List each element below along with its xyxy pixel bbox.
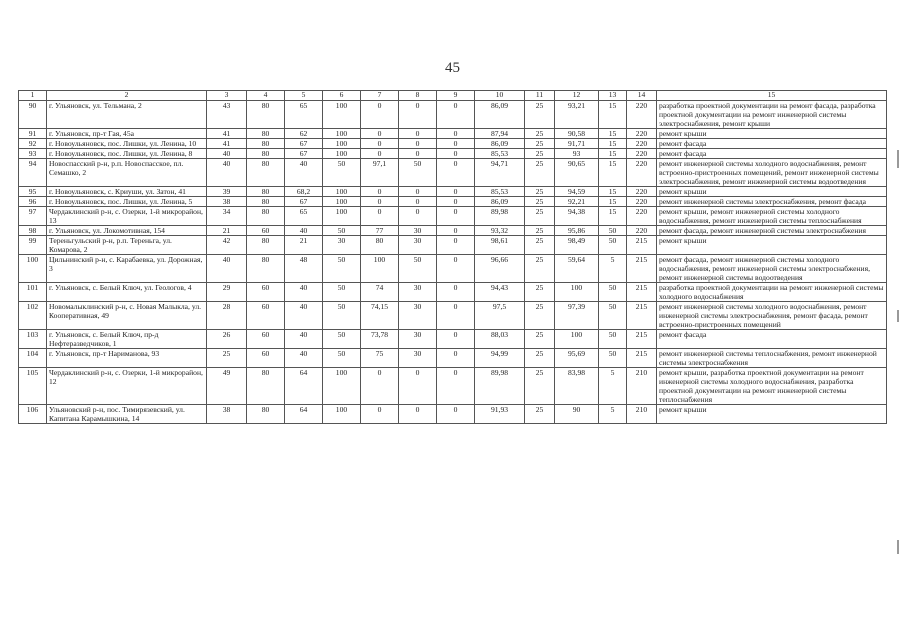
value-cell: 80 [247,255,285,283]
value-cell: 50 [599,283,627,302]
value-cell: 50 [599,302,627,330]
address-cell: г. Ульяновск, с. Белый Ключ, ул. Геологов, 4 [47,283,207,302]
value-cell: 100 [323,101,361,129]
value-cell: 60 [247,226,285,236]
value-cell: 97,39 [555,302,599,330]
table-row [19,139,887,149]
value-cell: 0 [399,368,437,405]
address-cell: Новоспасский р-н, р.п. Новоспасское, пл. Семашко, 2 [47,159,207,187]
value-cell: 0 [361,197,399,207]
value-cell: 80 [247,207,285,226]
column-header: 1 [19,91,47,101]
value-cell: 215 [627,302,657,330]
value-cell: 92,21 [555,197,599,207]
value-cell: 30 [399,302,437,330]
row-number-cell: 95 [19,187,47,197]
table-row [19,330,887,349]
value-cell: 0 [361,139,399,149]
value-cell: 25 [525,226,555,236]
value-cell: 94,59 [555,187,599,197]
value-cell: 50 [323,159,361,187]
value-cell: 220 [627,159,657,187]
value-cell: 100 [323,197,361,207]
value-cell: 28 [207,302,247,330]
value-cell: 0 [437,349,475,368]
work-description-cell: ремонт фасада [657,139,887,149]
value-cell: 93,21 [555,101,599,129]
address-cell: Цильнинский р-н, с. Карабаевка, ул. Дорожная, 3 [47,255,207,283]
value-cell: 15 [599,149,627,159]
work-description-cell: ремонт фасада [657,330,887,349]
work-description-cell: ремонт фасада [657,149,887,159]
value-cell: 80 [247,187,285,197]
value-cell: 40 [207,149,247,159]
value-cell: 100 [323,149,361,159]
value-cell: 220 [627,129,657,139]
value-cell: 215 [627,330,657,349]
value-cell: 86,09 [475,101,525,129]
value-cell: 0 [361,368,399,405]
address-cell: Новомалыклинский р-н, с. Новая Малыкла, ул. Кооперативная, 49 [47,302,207,330]
value-cell: 0 [361,207,399,226]
value-cell: 38 [207,405,247,424]
value-cell: 94,99 [475,349,525,368]
value-cell: 220 [627,149,657,159]
value-cell: 0 [399,149,437,159]
value-cell: 30 [399,283,437,302]
address-cell: Чердаклинский р-н, с. Озерки, 1-й микрорайон, 13 [47,207,207,226]
value-cell: 25 [525,330,555,349]
value-cell: 30 [399,236,437,255]
value-cell: 93,32 [475,226,525,236]
table-header-row [19,91,887,101]
column-header: 12 [555,91,599,101]
table-row [19,236,887,255]
table-row [19,159,887,187]
value-cell: 210 [627,405,657,424]
value-cell: 60 [247,283,285,302]
table-row [19,149,887,159]
address-cell: Чердаклинский р-н, с. Озерки, 1-й микрорайон, 12 [47,368,207,405]
value-cell: 0 [437,330,475,349]
value-cell: 0 [437,101,475,129]
address-cell: г. Новоульяновск, пос. Лишки, ул. Ленина, 10 [47,139,207,149]
value-cell: 26 [207,330,247,349]
value-cell: 41 [207,139,247,149]
value-cell: 49 [207,368,247,405]
row-number-cell: 103 [19,330,47,349]
value-cell: 15 [599,129,627,139]
work-description-cell: ремонт инженерной системы холодного водоснабжения, ремонт инженерной системы электроснабжения, ремонт фасада, ремонт встроенно-пристроенных помещений [657,302,887,330]
table-row [19,405,887,424]
value-cell: 100 [555,330,599,349]
value-cell: 30 [399,349,437,368]
value-cell: 5 [599,255,627,283]
value-cell: 0 [437,139,475,149]
value-cell: 90,65 [555,159,599,187]
value-cell: 21 [285,236,323,255]
value-cell: 62 [285,129,323,139]
value-cell: 25 [525,197,555,207]
value-cell: 34 [207,207,247,226]
value-cell: 50 [323,302,361,330]
value-cell: 30 [323,236,361,255]
value-cell: 74,15 [361,302,399,330]
value-cell: 0 [437,405,475,424]
table-row [19,302,887,330]
value-cell: 220 [627,207,657,226]
value-cell: 25 [525,368,555,405]
value-cell: 0 [399,187,437,197]
value-cell: 210 [627,368,657,405]
value-cell: 30 [399,226,437,236]
value-cell: 65 [285,207,323,226]
column-header: 4 [247,91,285,101]
address-cell: г. Ульяновск, ул. Локомотивная, 154 [47,226,207,236]
value-cell: 0 [437,197,475,207]
value-cell: 94,38 [555,207,599,226]
value-cell: 29 [207,283,247,302]
value-cell: 40 [285,330,323,349]
value-cell: 67 [285,197,323,207]
column-header: 14 [627,91,657,101]
column-header: 2 [47,91,207,101]
value-cell: 59,64 [555,255,599,283]
value-cell: 5 [599,405,627,424]
row-number-cell: 96 [19,197,47,207]
value-cell: 60 [247,349,285,368]
value-cell: 48 [285,255,323,283]
address-cell: г. Ульяновск, с. Белый Ключ, пр-д Нефтеразведчиков, 1 [47,330,207,349]
work-description-cell: ремонт крыши [657,187,887,197]
value-cell: 97,1 [361,159,399,187]
value-cell: 0 [399,197,437,207]
value-cell: 15 [599,139,627,149]
value-cell: 98,61 [475,236,525,255]
value-cell: 21 [207,226,247,236]
value-cell: 67 [285,149,323,159]
address-cell: г. Ульяновск, ул. Тельмана, 2 [47,101,207,129]
value-cell: 93 [555,149,599,159]
value-cell: 25 [525,283,555,302]
value-cell: 68,2 [285,187,323,197]
work-description-cell: ремонт инженерной системы теплоснабжения, ремонт инженерной системы электроснабжения [657,349,887,368]
row-number-cell: 94 [19,159,47,187]
column-header: 6 [323,91,361,101]
value-cell: 215 [627,255,657,283]
value-cell: 50 [323,226,361,236]
value-cell: 50 [323,330,361,349]
table-row [19,349,887,368]
value-cell: 80 [247,149,285,159]
row-number-cell: 102 [19,302,47,330]
value-cell: 50 [323,283,361,302]
column-header: 11 [525,91,555,101]
table-body [19,101,887,424]
value-cell: 0 [399,101,437,129]
value-cell: 39 [207,187,247,197]
value-cell: 94,71 [475,159,525,187]
value-cell: 215 [627,236,657,255]
value-cell: 50 [399,255,437,283]
value-cell: 0 [437,368,475,405]
value-cell: 5 [599,368,627,405]
value-cell: 88,03 [475,330,525,349]
value-cell: 50 [599,236,627,255]
table-row [19,368,887,405]
value-cell: 0 [399,139,437,149]
value-cell: 220 [627,101,657,129]
value-cell: 80 [247,101,285,129]
value-cell: 100 [323,405,361,424]
value-cell: 25 [525,101,555,129]
value-cell: 0 [437,255,475,283]
value-cell: 50 [399,159,437,187]
value-cell: 38 [207,197,247,207]
data-table-container [18,90,886,424]
value-cell: 100 [323,187,361,197]
value-cell: 74 [361,283,399,302]
address-cell: Тереньгульский р-н, р.п. Тереньга, ул. Комарова, 2 [47,236,207,255]
scan-edge-mark [897,540,899,554]
value-cell: 40 [285,302,323,330]
row-number-cell: 104 [19,349,47,368]
value-cell: 40 [207,159,247,187]
value-cell: 86,09 [475,197,525,207]
value-cell: 100 [323,139,361,149]
value-cell: 80 [247,405,285,424]
value-cell: 75 [361,349,399,368]
value-cell: 65 [285,101,323,129]
scan-edge-mark [897,310,899,322]
value-cell: 25 [525,139,555,149]
row-number-cell: 105 [19,368,47,405]
table-row [19,255,887,283]
value-cell: 220 [627,197,657,207]
value-cell: 67 [285,139,323,149]
work-description-cell: ремонт крыши, ремонт инженерной системы холодного водоснабжения, ремонт инженерной системы теплоснабжения [657,207,887,226]
table-row [19,207,887,226]
value-cell: 60 [247,330,285,349]
address-cell: г. Новоульяновск, пос. Лишки, ул. Ленина, 5 [47,197,207,207]
column-header: 5 [285,91,323,101]
value-cell: 43 [207,101,247,129]
value-cell: 15 [599,101,627,129]
value-cell: 25 [525,405,555,424]
address-cell: г. Ульяновск, пр-т Гая, 45а [47,129,207,139]
address-cell: г. Новоульяновск, пос. Лишки, ул. Ленина, 8 [47,149,207,159]
value-cell: 73,78 [361,330,399,349]
value-cell: 95,69 [555,349,599,368]
value-cell: 15 [599,197,627,207]
row-number-cell: 91 [19,129,47,139]
value-cell: 215 [627,349,657,368]
work-description-cell: ремонт фасада, ремонт инженерной системы холодного водоснабжения, ремонт инженерной системы электроснабжения, ремонт инженерной системы водоотведения [657,255,887,283]
value-cell: 25 [525,149,555,159]
address-cell: г. Ульяновск, пр-т Нариманова, 93 [47,349,207,368]
value-cell: 25 [525,349,555,368]
value-cell: 40 [285,283,323,302]
scan-edge-mark [897,150,899,168]
value-cell: 100 [555,283,599,302]
value-cell: 0 [399,129,437,139]
row-number-cell: 100 [19,255,47,283]
value-cell: 90 [555,405,599,424]
value-cell: 50 [599,349,627,368]
value-cell: 100 [361,255,399,283]
value-cell: 100 [323,207,361,226]
work-description-cell: ремонт инженерной системы электроснабжения, ремонт фасада [657,197,887,207]
value-cell: 96,66 [475,255,525,283]
value-cell: 42 [207,236,247,255]
value-cell: 25 [525,129,555,139]
value-cell: 0 [437,226,475,236]
value-cell: 100 [323,129,361,139]
value-cell: 40 [285,349,323,368]
value-cell: 0 [437,149,475,159]
value-cell: 40 [285,159,323,187]
work-description-cell: разработка проектной документации на ремонт инженерной системы холодного водоснабжения [657,283,887,302]
value-cell: 50 [599,330,627,349]
value-cell: 215 [627,283,657,302]
table-row [19,129,887,139]
value-cell: 40 [207,255,247,283]
value-cell: 0 [437,207,475,226]
value-cell: 25 [525,255,555,283]
value-cell: 25 [207,349,247,368]
work-description-cell: ремонт инженерной системы холодного водоснабжения, ремонт встроенно-пристроенных помещений, ремонт инженерной системы электроснабжения, ремонт инженерной системы водоотведения [657,159,887,187]
address-cell: г. Новоульяновск, с. Криуши, ул. Затон, 41 [47,187,207,197]
value-cell: 64 [285,368,323,405]
value-cell: 0 [437,302,475,330]
value-cell: 77 [361,226,399,236]
value-cell: 0 [361,405,399,424]
value-cell: 25 [525,187,555,197]
address-cell: Ульяновский р-н, пос. Тимирязевский, ул. Капитана Карамышкина, 14 [47,405,207,424]
row-number-cell: 97 [19,207,47,226]
work-description-cell: ремонт крыши [657,129,887,139]
value-cell: 0 [437,187,475,197]
value-cell: 40 [285,226,323,236]
value-cell: 60 [247,302,285,330]
value-cell: 220 [627,139,657,149]
value-cell: 91,93 [475,405,525,424]
table-row [19,283,887,302]
table-row [19,101,887,129]
value-cell: 64 [285,405,323,424]
value-cell: 80 [247,197,285,207]
row-number-cell: 99 [19,236,47,255]
value-cell: 0 [399,207,437,226]
column-header: 8 [399,91,437,101]
row-number-cell: 93 [19,149,47,159]
value-cell: 83,98 [555,368,599,405]
value-cell: 91,71 [555,139,599,149]
value-cell: 15 [599,159,627,187]
value-cell: 100 [323,368,361,405]
row-number-cell: 101 [19,283,47,302]
value-cell: 0 [437,283,475,302]
value-cell: 94,43 [475,283,525,302]
value-cell: 50 [599,226,627,236]
value-cell: 50 [323,349,361,368]
value-cell: 25 [525,302,555,330]
work-description-cell: ремонт фасада, ремонт инженерной системы электроснабжения [657,226,887,236]
value-cell: 0 [437,129,475,139]
column-header: 7 [361,91,399,101]
value-cell: 98,49 [555,236,599,255]
value-cell: 89,98 [475,368,525,405]
value-cell: 80 [247,139,285,149]
work-description-cell: ремонт крыши, разработка проектной документации на ремонт инженерной системы холодного водоснабжения, разработка проектной документации на ремонт инженерной системы теплоснабжения [657,368,887,405]
value-cell: 95,86 [555,226,599,236]
value-cell: 80 [247,129,285,139]
value-cell: 0 [399,405,437,424]
column-header: 9 [437,91,475,101]
row-number-cell: 106 [19,405,47,424]
value-cell: 0 [437,236,475,255]
value-cell: 30 [399,330,437,349]
value-cell: 97,5 [475,302,525,330]
page-number: 45 [445,60,460,76]
value-cell: 0 [361,129,399,139]
value-cell: 15 [599,207,627,226]
table-row [19,197,887,207]
value-cell: 87,94 [475,129,525,139]
table-row [19,187,887,197]
value-cell: 80 [247,236,285,255]
row-number-cell: 90 [19,101,47,129]
value-cell: 220 [627,187,657,197]
value-cell: 25 [525,207,555,226]
value-cell: 85,53 [475,149,525,159]
value-cell: 80 [247,368,285,405]
column-header: 15 [657,91,887,101]
value-cell: 85,53 [475,187,525,197]
work-description-cell: ремонт крыши [657,236,887,255]
value-cell: 220 [627,226,657,236]
value-cell: 90,58 [555,129,599,139]
row-number-cell: 92 [19,139,47,149]
value-cell: 0 [361,101,399,129]
data-table [18,90,887,424]
value-cell: 25 [525,236,555,255]
table-row [19,226,887,236]
column-header: 3 [207,91,247,101]
value-cell: 0 [361,149,399,159]
column-header: 13 [599,91,627,101]
value-cell: 86,09 [475,139,525,149]
work-description-cell: ремонт крыши [657,405,887,424]
value-cell: 50 [323,255,361,283]
value-cell: 41 [207,129,247,139]
value-cell: 15 [599,187,627,197]
value-cell: 89,98 [475,207,525,226]
row-number-cell: 98 [19,226,47,236]
value-cell: 25 [525,159,555,187]
value-cell: 0 [437,159,475,187]
value-cell: 0 [361,187,399,197]
column-header: 10 [475,91,525,101]
value-cell: 80 [247,159,285,187]
value-cell: 80 [361,236,399,255]
work-description-cell: разработка проектной документации на ремонт фасада, разработка проектной документации на ремонт инженерной системы электроснабжения, ремонт крыши [657,101,887,129]
